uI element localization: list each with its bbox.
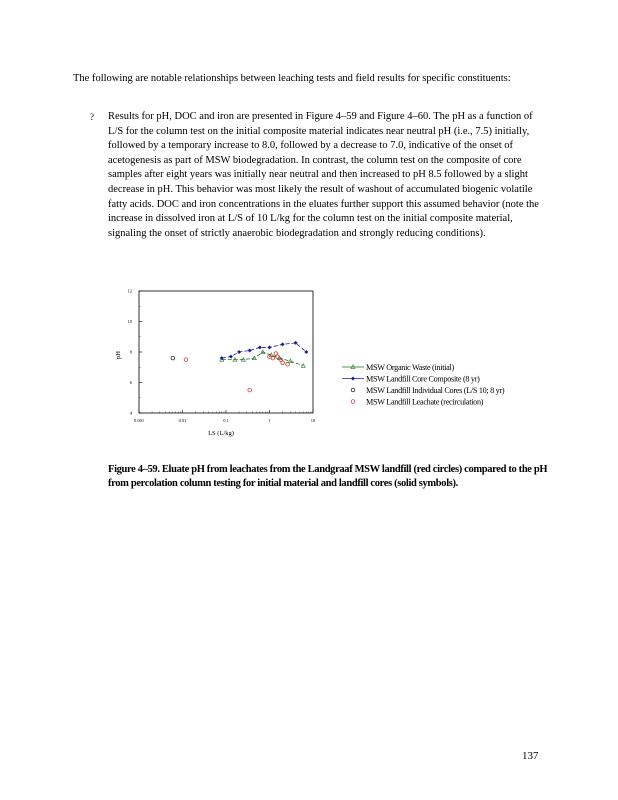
legend-item <box>351 398 484 407</box>
legend-label: MSW Landfill Individual Cores (L/S 10; 8 yr) <box>366 386 505 395</box>
page-number: 137 <box>522 750 539 762</box>
series-4 <box>184 352 289 392</box>
x-tick-label: 1 <box>268 418 271 423</box>
data-point <box>184 358 188 362</box>
data-point <box>268 346 272 350</box>
x-tick-label: 0.001 <box>133 418 145 423</box>
series-layer <box>171 341 308 392</box>
data-point <box>171 356 175 360</box>
data-point <box>248 388 252 392</box>
data-point <box>281 343 285 347</box>
bullet-paragraph: Results for pH, DOC and iron are presented in Figure 4–59 and Figure 4–60. The pH as a function of L/S for the column test on the initial composite material indicates near neutral pH (i.e., 7.5) initially, followed by a temporary increase to 8.0, followed by a decrease to 7.0, indicative of the onset of acetogenesis as part of MSW biodegradation. In contrast, the column test on the composite of core samples after eight years was initially near neutral and then increased to pH 8.5 followed by a slight decrease in pH. This behavior was most likely the result of washout of accumulated biogenic volatile fatty acids. DOC and iron concentrations in the eluates further support this assumed behavior (note the increase in dissolved iron at L/S of 10 L/kg for the column test on the initial composite material, signaling the onset of strictly anaerobic biodegradation and strongly reducing conditions). <box>108 111 539 239</box>
legend-label: MSW Organic Waste (initial) <box>366 363 454 372</box>
legend <box>342 363 505 407</box>
x-axis-ticks <box>134 410 316 423</box>
y-tick-label: 6 <box>129 380 132 385</box>
ph-chart <box>110 283 530 443</box>
series-2 <box>220 341 308 360</box>
data-point <box>281 361 285 365</box>
y-axis-ticks <box>128 289 143 416</box>
y-axis-label: pH <box>115 351 122 359</box>
legend-item <box>351 386 505 395</box>
series-line <box>222 343 306 358</box>
y-tick-label: 4 <box>129 410 132 416</box>
data-point <box>248 349 252 353</box>
y-tick-label: 8 <box>129 349 132 355</box>
plot-area <box>128 289 317 424</box>
x-tick-label: 0.1 <box>223 418 229 423</box>
data-point <box>351 388 355 392</box>
data-point <box>274 352 278 356</box>
legend-item <box>342 363 454 372</box>
plot-frame <box>139 291 313 413</box>
figure-caption: Figure 4–59. Eluate pH from leachates from the Landgraaf MSW landfill (red circles) compared to the pH from percolation column testing for initial material and landfill cores (solid symbols). <box>108 463 548 490</box>
data-point <box>351 377 355 381</box>
y-tick-label: 12 <box>127 288 132 294</box>
series-1 <box>220 350 306 367</box>
data-point <box>237 350 241 354</box>
legend-item <box>342 375 480 384</box>
series-3 <box>171 356 175 360</box>
legend-label: MSW Landfill Leachate (recirculation) <box>366 397 484 407</box>
x-tick-label: 0.01 <box>178 418 187 423</box>
data-point <box>304 350 308 354</box>
y-tick-label: 10 <box>127 319 132 324</box>
intro-paragraph: The following are notable relationships between leaching tests and field results for specific constituents: <box>73 73 511 84</box>
x-tick-label: 10 <box>310 418 316 423</box>
data-point <box>286 362 290 366</box>
data-point <box>258 346 262 350</box>
bullet-marker: ? <box>90 112 94 122</box>
x-axis-label: LS (L/kg) <box>208 430 234 437</box>
legend-label: MSW Landfill Core Composite (8 yr) <box>366 374 480 384</box>
data-point <box>351 400 355 404</box>
data-point <box>229 355 233 359</box>
